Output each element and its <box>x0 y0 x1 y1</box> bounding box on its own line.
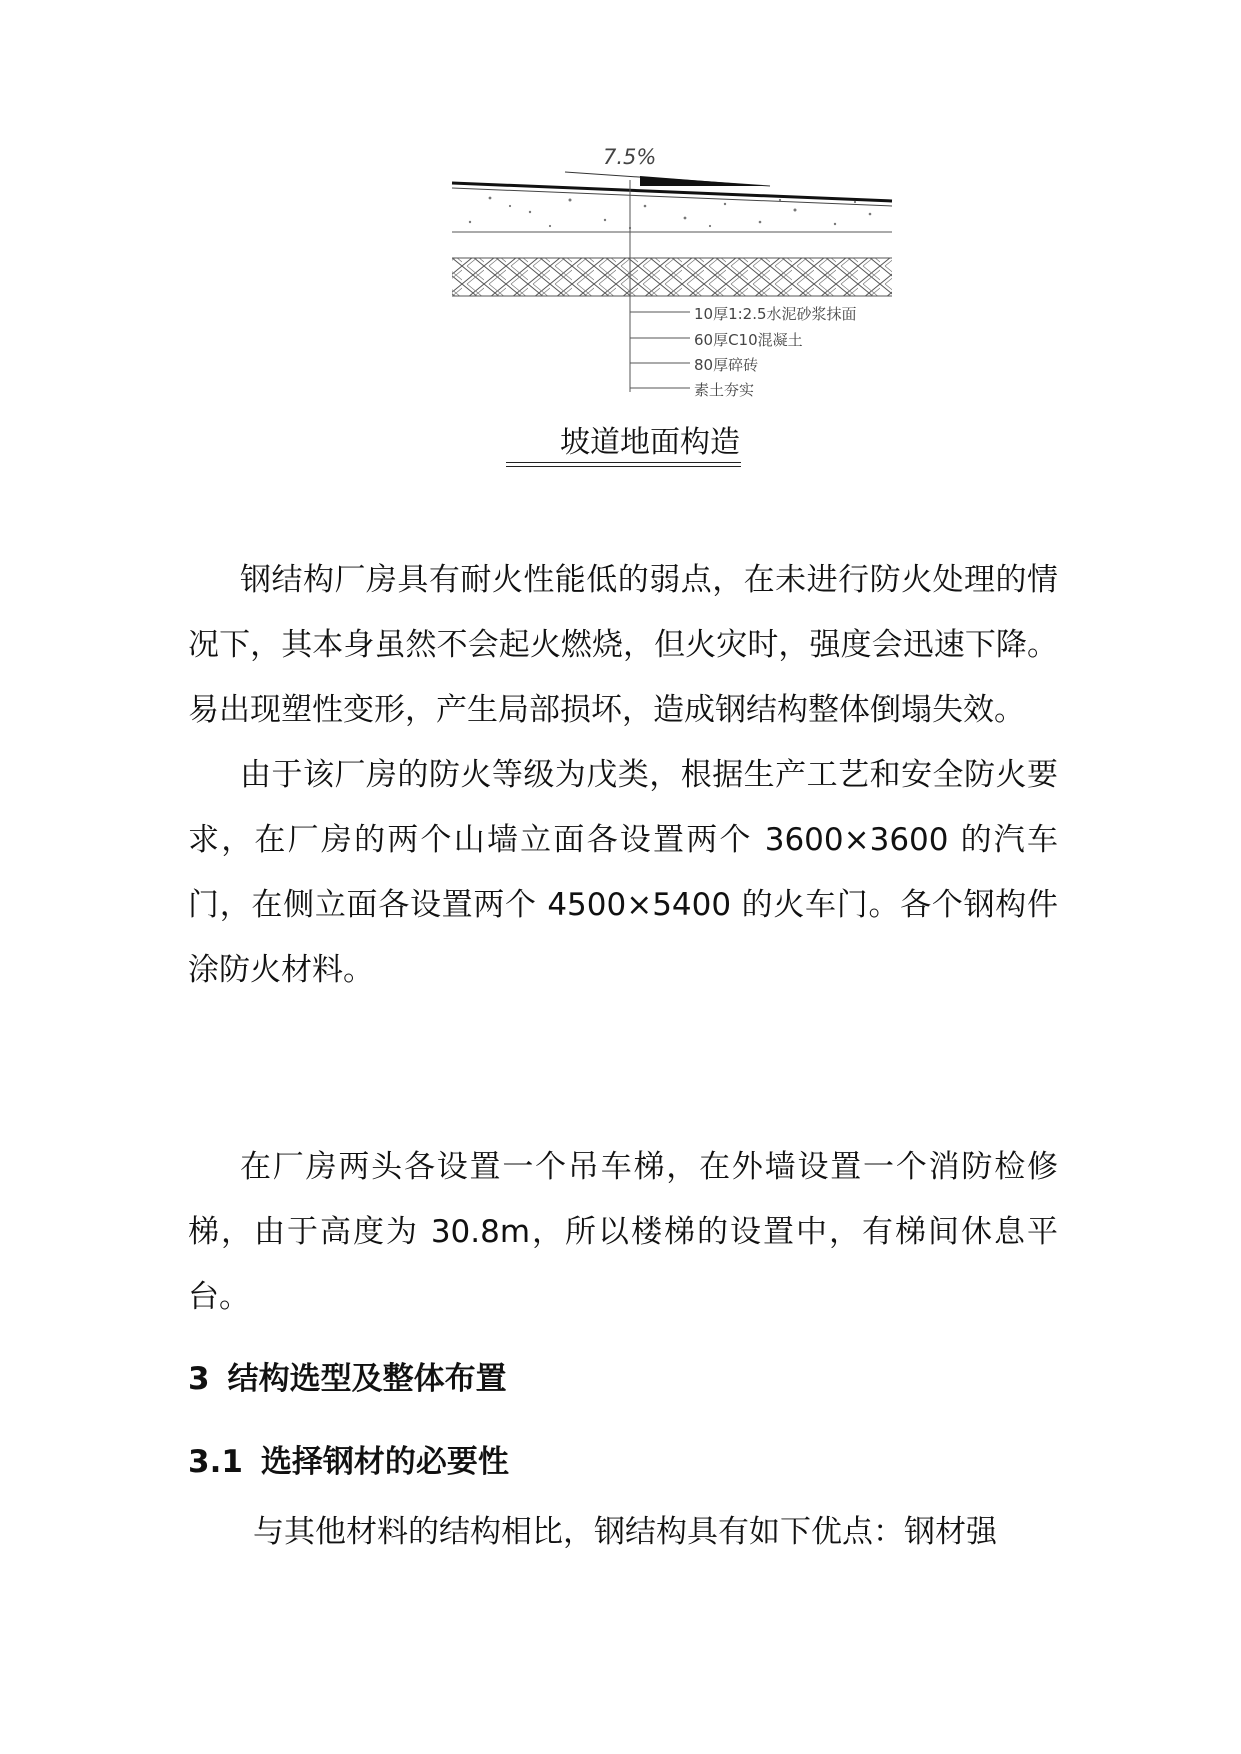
section-number: 3.1 <box>188 1444 243 1480</box>
paragraph: 由于该厂房的防火等级为戊类，根据生产工艺和安全防火要求，在厂房的两个山墙立面各设置两个 3600×3600 的汽车门，在侧立面各设置两个 4500×5400 的火车门。各个钢构件涂防火材料。 <box>188 757 1058 988</box>
paragraph: 与其他材料的结构相比，钢结构具有如下优点：钢材强 <box>253 1514 997 1550</box>
figure-caption: 坡道地面构造 <box>560 425 740 460</box>
section-heading <box>188 1357 1058 1401</box>
caption-underline <box>506 466 741 467</box>
section-title: 选择钢材的必要性 <box>260 1444 509 1480</box>
concrete-speckles <box>469 197 872 230</box>
subsection-heading <box>188 1440 1058 1484</box>
ramp-section-diagram <box>440 140 900 420</box>
layer-label: 60厚C10混凝土 <box>694 331 803 349</box>
section-title: 结构选型及整体布置 <box>227 1361 507 1397</box>
body-paragraph-group <box>188 1500 1058 1565</box>
body-paragraph-group <box>188 548 1058 1003</box>
layer-label: 10厚1:2.5水泥砂浆抹面 <box>694 305 857 323</box>
slope-arrow-icon <box>640 176 770 186</box>
caption-underline <box>506 462 741 463</box>
paragraph: 钢结构厂房具有耐火性能低的弱点，在未进行防火处理的情况下，其本身虽然不会起火燃烧，但火灾时，强度会迅速下降。易出现塑性变形，产生局部损坏，造成钢结构整体倒塌失效。 <box>188 562 1058 728</box>
layer-label: 素土夯实 <box>694 381 755 399</box>
layer-label: 80厚碎砖 <box>694 356 759 374</box>
slope-label: 7.5% <box>603 145 657 169</box>
body-paragraph-group <box>188 1135 1058 1330</box>
section-number: 3 <box>188 1361 210 1397</box>
paragraph: 在厂房两头各设置一个吊车梯，在外墙设置一个消防检修梯，由于高度为 30.8m，所以楼梯的设置中，有梯间休息平台。 <box>188 1149 1058 1315</box>
